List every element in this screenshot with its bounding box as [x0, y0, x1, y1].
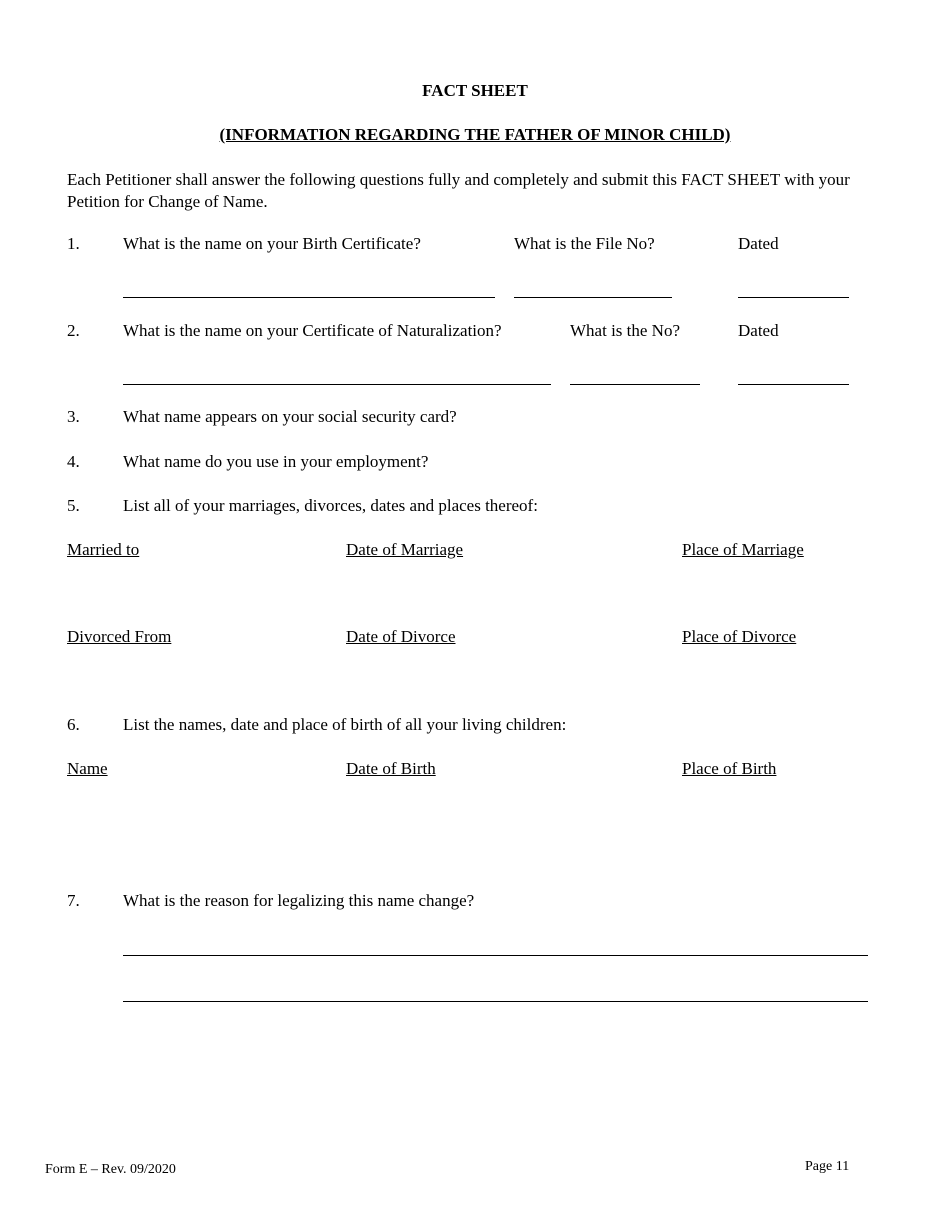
date-of-birth-heading: Date of Birth	[346, 759, 436, 778]
page-subtitle: (INFORMATION REGARDING THE FATHER OF MINOR CHILD)	[219, 125, 731, 144]
form-revision: Form E – Rev. 09/2020	[45, 1162, 176, 1177]
q7-answer-line-1[interactable]	[123, 955, 868, 956]
place-of-birth-heading: Place of Birth	[682, 759, 777, 778]
place-of-marriage-heading: Place of Marriage	[682, 540, 804, 559]
q3-number: 3.	[67, 407, 80, 426]
q2-text: What is the name on your Certificate of Naturalization?	[123, 321, 502, 340]
date-of-marriage-heading: Date of Marriage	[346, 540, 464, 559]
q7-text: What is the reason for legalizing this name change?	[123, 891, 475, 910]
q1-text: What is the name on your Birth Certificate?	[123, 234, 421, 253]
q5-number: 5.	[67, 496, 80, 515]
q1-number: 1.	[67, 234, 80, 253]
q7-number: 7.	[67, 891, 80, 910]
q1-file-no-line[interactable]	[514, 297, 672, 298]
q2-name-line[interactable]	[123, 384, 551, 385]
q7-answer-line-2[interactable]	[123, 1001, 868, 1002]
q2-dated-label: Dated	[738, 321, 779, 340]
q1-dated-label: Dated	[738, 234, 779, 253]
divorced-from-heading: Divorced From	[67, 627, 172, 646]
page-title: FACT SHEET	[422, 81, 528, 100]
q3-text: What name appears on your social security card?	[123, 407, 457, 426]
q4-text: What name do you use in your employment?	[123, 452, 429, 471]
q5-text: List all of your marriages, divorces, dates and places thereof:	[123, 496, 538, 515]
q2-dated-line[interactable]	[738, 384, 849, 385]
q1-file-no-label: What is the File No?	[514, 234, 655, 253]
q2-no-line[interactable]	[570, 384, 700, 385]
date-of-divorce-heading: Date of Divorce	[346, 627, 456, 646]
q6-text: List the names, date and place of birth of all your living children:	[123, 715, 567, 734]
q1-name-line[interactable]	[123, 297, 495, 298]
intro-text: Each Petitioner shall answer the following questions fully and completely and submit this FACT SHEET with your Petition for Change of Name.	[67, 170, 850, 211]
q4-number: 4.	[67, 452, 80, 471]
place-of-divorce-heading: Place of Divorce	[682, 627, 797, 646]
q1-dated-line[interactable]	[738, 297, 849, 298]
page-number: Page 11	[805, 1159, 850, 1174]
q6-number: 6.	[67, 715, 80, 734]
child-name-heading: Name	[67, 759, 108, 778]
married-to-heading: Married to	[67, 540, 140, 559]
q2-number: 2.	[67, 321, 80, 340]
q2-no-label: What is the No?	[570, 321, 680, 340]
